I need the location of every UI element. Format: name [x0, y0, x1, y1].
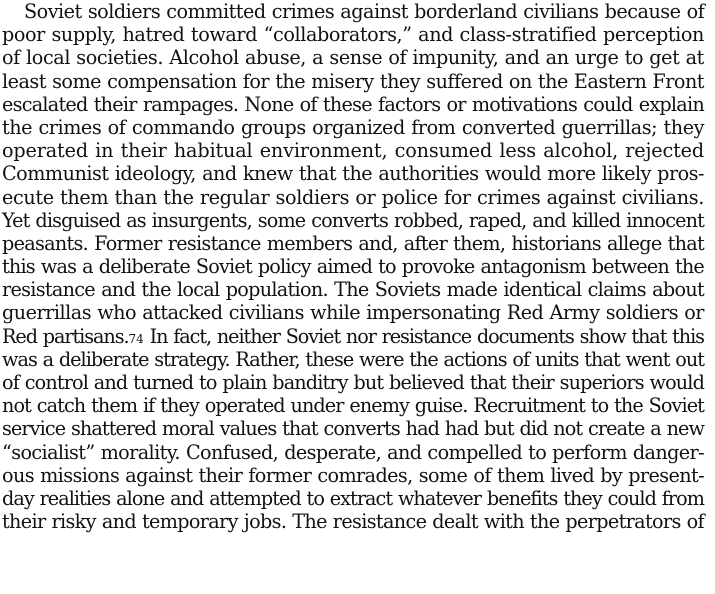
footnote-line-after: In fact, neither Soviet nor resistance documents show that this: [143, 324, 704, 348]
text-line: poor supply, hatred toward “collaborators,” and class-stratified perception: [2, 23, 704, 47]
text-line: “socialist” morality. Confused, desperate, and compelled to perform danger-: [2, 440, 704, 464]
document-page: [2, 0, 704, 533]
text-line: the crimes of commando groups organized from converted guerrillas; they: [2, 115, 704, 139]
text-line: least some compensation for the misery they suffered on the Eastern Front: [2, 69, 705, 93]
text-line: service shattered moral values that converts had had but did not create a new: [2, 417, 704, 441]
text-line: operated in their habitual environment, consumed less alcohol, rejected: [2, 139, 704, 163]
text-line: guerrillas who attacked civilians while impersonating Red Army soldiers or: [2, 301, 704, 325]
text-line: peasants. Former resistance members and, after them, historians allege that: [2, 231, 704, 255]
footnote-line: [2, 325, 704, 348]
text-line: day realities alone and attempted to extract whatever benefits they could from: [2, 486, 704, 510]
text-line: escalated their rampages. None of these factors or motivations could explain: [2, 92, 704, 116]
text-line: their risky and temporary jobs. The resistance dealt with the perpetrators of: [2, 510, 704, 534]
text-line: was a deliberate strategy. Rather, these were the actions of units that went out: [2, 347, 704, 371]
text-line: resistance and the local population. The Soviets made identical claims about: [2, 278, 704, 302]
text-line: Yet disguised as insurgents, some converts robbed, raped, and killed innocent: [2, 208, 704, 232]
text-line: Soviet soldiers committed crimes against borderland civilians because of: [24, 0, 705, 23]
text-line: Communist ideology, and knew that the authorities would more likely pros-: [2, 162, 704, 186]
text-line: ous missions against their former comrades, some of them lived by present-: [2, 463, 704, 487]
footnote-marker[interactable]: 74: [128, 331, 144, 346]
text-line: ecute them than the regular soldiers or police for crimes against civilians.: [2, 185, 704, 209]
text-line: of local societies. Alcohol abuse, a sense of impunity, and an urge to get at: [2, 46, 704, 70]
text-line: of control and turned to plain banditry but believed that their superiors would: [2, 371, 704, 394]
text-line: this was a deliberate Soviet policy aimed to provoke antagonism between the: [2, 255, 704, 279]
text-line: not catch them if they operated under enemy guise. Recruitment to the Soviet: [2, 394, 704, 418]
footnote-line-before: Red partisans.: [2, 324, 129, 348]
